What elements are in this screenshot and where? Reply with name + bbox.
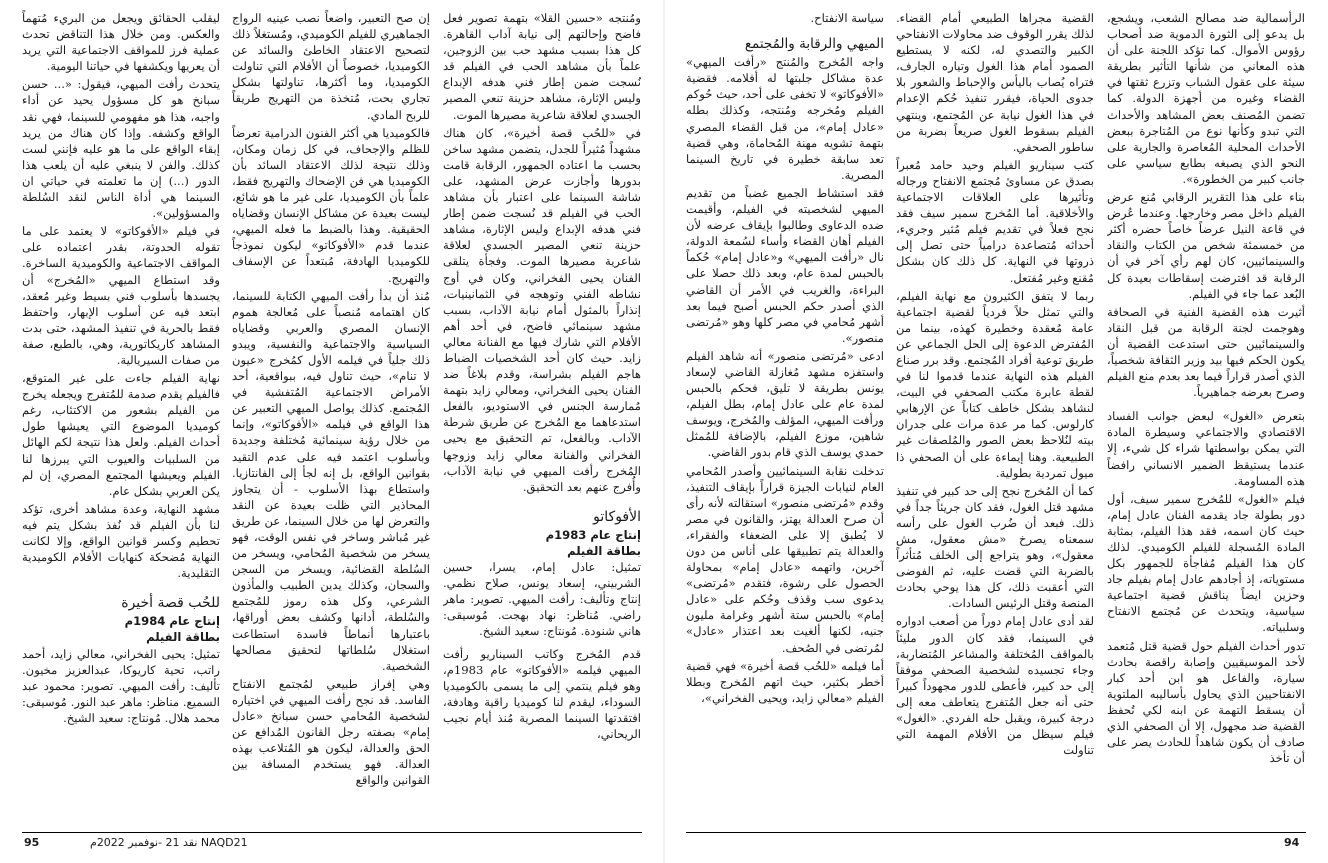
column-2 — [896, 10, 1094, 830]
paragraph: القضية مجراها الطبيعي أمام القضاء. لذلك يقرر الوقوف ضد محاولات الانفتاحي الكبير والتصدي له، لكنه لا يستطيع الصمود أمام هذا الغول وتياره الجارف، فتراه يُصاب باليأس والإحباط والشعور بلا جدوى الحياة، فيقرر تنفيذ حُكم الإعدام في هذا الغول نيابة عن المُجتمع، وينتهي الفيلم بسقوط الغول صريعاً بضربة من ساطور الصحفي. — [896, 11, 1094, 154]
footer-rule — [22, 832, 642, 833]
intro-line: سياسة الانفتاح. — [810, 11, 884, 25]
paragraph: أثيرت هذه القضية الفنية في الصحافة وهوجمت لجنة الرقابة من قبل النقاد والسينمائيين حتى استدعت القضية أن يكون الحكم فيها بيد وزير الثقافة شخصياً، الذي أصدر قراراً فيما بعد بعدم منع الفيلم وصرح بعرضه جماهيرياً. — [1107, 304, 1305, 400]
column-6 — [22, 10, 220, 830]
footer-rule — [686, 832, 1306, 833]
paragraph: مشهد النهاية، وعدة مشاهد أخرى، تؤكد لنا بأن الفيلم قد نُفذ بشكل يتم فيه تحطيم وكسر قوانين الواقع، وإلا لكانت النهاية مُضحكة كنهايات الأفلام الكوميدية التقليدية. — [22, 501, 220, 581]
paragraph: تدخلت نقابة السينمائيين وأصدر المُحامي العام لنيابات الجيزة قراراً بإيقاف التنفيذ، وقدم «مُرتضى منصور» استقالته لأنه رأى أن صرح العدالة يهتز، والقانون في مصر لا يُطبق إلا على الضعفاء والفقراء، والعدالة يتم تطبيقها على أناس من دون آخرين، واتهمه «عادل إمام» بمحاولة الحصول على رشوة، فتقدم «مُرتضى» يدعوى سب وقذف وحُكم على «عادل إمام» بالحبس ستة أشهر وغرامة مليون جنيه، لكنها ألغيت بعد اعتذار «عادل» لمُرتضى في الصُحف. — [686, 463, 884, 655]
page-94 — [664, 0, 1328, 863]
paragraph: في «للحُب قصة أخيرة»، كان هناك مشهداً مُثيراً للجدل، يتضمن مشهد ساخن بحسب ما اعتاده الجمهور، الرقابة قامت بدورها وأجازت عرض المشهد، على شاشة السينما على اعتبار بأن مشاهد الحب في الفيلم قد نُسجت ضمن إطار فني هدفه الإبداع وليس الإثارة، مشاهد حزينة تنعي المصير الجسدي لعلاقة شاعرية مصيرها الموت. وفجأة يتلقى الفنان يحيى الفخراني، وكان في أوج نشاطه الفني وتوهجه في الثمانينيات، إنذاراً بالمثول أمام نيابة الآداب، بسبب مشهد سينمائي فاضح، في أحد أهم الأفلام التي شارك فيها مع الفنانة معالي زايد. حيث كان أحد الشخصيات الضباط هاجم الفيلم بشراسة، وقدم بلاغاً ضد الفنان يحيى الفخراني، ومعالي زايد بتهمة مُمارسة الجنس في الاستوديو، بالفعل استدعاهما مع المُخرج عن طريق شرطة الآداب. وبالفعل، تم التحقيق مع يحيى الفخراني والفنانة معالي زايد وزوجها المُخرج رأفت الميهي في نيابة الآداب، وأُفرج عنهم بعد التحقيق. — [443, 125, 641, 494]
paragraph: ادعى «مُرتضى منصور» أنه شاهد الفيلم واستفزه مشهد مُغازلة القاضي لإسعاد يونس بطريقة لا تليق، فحكم بالحبس لمدة عام على عادل إمام، بطل الفيلم، ورأفت الميهي، المؤلف والمُخرج، ويوسف شاهين، موزع الفيلم، بالإضافة للمُمثل حمدي يوسف الذي قام بدور القاضي. — [686, 348, 884, 460]
paragraph: فقد استشاط الجميع غضباً من تقديم الميهي لشخصيته في الفيلم، وأقيمت ضده الدعاوى وطالبوا بإيقاف عرضه لأن الفيلم أهان القضاء وأساء لسُمعة الدولة، نال «رأفت الميهي» و«عادل إمام» حُكماً بالحبس لمدة عام، وبعد ذلك حصلا على البراءة، والغريب في الأمر أن القاضي الذي أصدر حكم الحبس أصبح فيما بعد أشهر مُحامي في مصر كلها وهو «مُرتضى منصور». — [686, 185, 884, 345]
column-3 — [686, 10, 884, 830]
paragraph: وهي إفراز طبيعي لمُجتمع الانفتاح الفاسد. قد نجح رأفت الميهي في اختياره لشخصية المُحامي حسن سبانخ «عادل إمام» بصفته رجل القانون المُدافع عن الحق والعدالة، ليكون هو المُتلاعب بهذه العدالة. فهو يستخدم المسافة بين القوانين والواقع — [232, 676, 430, 788]
paragraph: بناء على هذا التقرير الرقابي مُنع عرض الفيلم داخل مصر وخارجها. وعندما عُرض في قاعة النيل عرضاً خاصاً حضره أكثر من خمسمئة شخص من الكتاب والنقاد والسينمائيين، كان لهم رأي آخر في أن الرقابة قد افترضت إسقاطات بعيدة كل البُعد عما جاء في الفيلم. — [1107, 190, 1305, 301]
paragraph: إن صح التعبير، واضعاً نصب عينيه الرواج الجماهيري للفيلم الكوميدي، ومُستغلاً ذلك لتصحيح الاعتقاد الخاطئ والسائد عن الكوميديا، خصوصاً أن الأفلام التي تناولت الكوميديا، وما أكثرها، تناولتها بشكل تجاري بحت، مُتخذة من التهريج طريقاً للربح المادي. — [232, 11, 430, 122]
paragraph: أما فيلمه «للحُب قصة أخيرة» فهي قضية أخطر بكثير، حيث اتهم المُخرج وبطلا الفيلم «معالي زايد، ويحيى الفخراني»، — [686, 658, 884, 705]
film-credits: تمثيل: عادل إمام، يسرا، حسين الشربيني، إسعاد يونس، صلاح نظمي. إنتاج وتأليف: رأفت الميهي. تصوير: ماهر راضي. مُناظر: نهاد بهجت. مُوسيقى: هاني شنودة. مُونتاج: سعيد الشيخ. — [443, 560, 641, 639]
paragraph: مُنذ أن بدأ رأفت الميهي الكتابة للسينما، كان اهتمامه مُنصباً على مُعالجة هموم الإنسان المصري والعربي وقضاياه السياسية والاجتماعية والنفسية، ويبدو ذلك جلياً في فيلمه الأول كمُخرج «عيون لا تنام»، حيث تناول فيه، ببواقعية، أحد الأمراض الاجتماعية المُتفشية في المُجتمع. كذلك يواصل الميهي التعبير عن هذا الواقع في فيلمه «الأفوكاتو»، وإنما من خلال رؤية سينمائية مُختلفة وجديدة وبأسلوب اعتمد فيه على عدم التقيد بقوانين الواقع، بل إنه لجأ إلى الفانتازيا. واستطاع بهذا الأسلوب - أن يتجاوز المحاذير التي ظلت بعيدة عن النقد والتعرض لها من خلال السينما، عن طريق غير مُباشر وساخر في نفس الوقت، فهو يسخر من شخصية المُحامي، ويسخر من السُلطة القضائية، ويسخر من السجن والسجان، وكذلك يدين الطبيب والمأذون الشرعي، وكل هذه رموز للمُجتمع والسُلطة، أدانها وكشف بعض أوراقها، باعتبارها أنماطاً فاسدة استطاعت استغلال سُلطاتها لتحقيق مصالحها الشخصية. — [232, 288, 430, 673]
film-title: للحُب قصة أخيرة — [121, 595, 220, 612]
film-credits: تمثيل: يحيى الفخراني، معالي زايد، أحمد راتب، تحية كاريوكا، عبدالعزيز مخيون. تأليف: رأفت الميهي. تصوير: محمود عبد السميع. مناظر: ماهر عبد النور. مُوسيقى: محمد هلال. مُونتاج: سعيد الشيخ. — [22, 646, 220, 725]
paragraph: كتب سيناريو الفيلم وحيد حامد مُعبراً بصدق عن مساوئ مُجتمع الانفتاح ورجاله وتأثيرها على العلاقات الاجتماعية والأخلاقية. أما المُخرج سمير سيف فقد نجح فعلاً في تقديم فيلم مُثير وجريء، أحداثه مُتصاعدة درامياً حتى تصل إلى ذروتها في النهاية. كل ذلك كان بشكل مُقنع وغير مُفتعل. — [896, 157, 1094, 285]
film-title: الأفوكاتو — [593, 508, 641, 525]
col6-paragraphs — [22, 10, 220, 581]
paragraph: بتعرض «الغول» لبعض جوانب الفساد الاقتصادي والاجتماعي وسيطرة المادة التي يمكن بواسطتها شراء كل شيء، إلا عندما يستيقظ الضمير الانساني رافضاً هذه المساومة. — [1107, 409, 1305, 488]
paragraph: كما أن المُخرج نجح إلى حد كبير في تنفيذ مشهد قتل الغول، فقد كان جريئاً جداً في ذلك. فبعد أن ضُرب الغول على رأسه سمعناه يصرخ «مش معقول، مش معقول»، وهو يتراجع إلى الخلف مُتأثراً بالضربة التي قضت عليه، ثم الفوضى التي أعقبت ذلك، كل هذا يوحي بحادث المنصة وقتل الرئيس السادات. — [896, 483, 1094, 611]
film-card-label: بطاقة الفيلم — [567, 544, 641, 558]
paragraph: ومُنتجه «حسين القلا» بتهمة تصوير فعل فاضح وإحالتهم إلى نيابة آداب القاهرة. كل هذا بسبب مشهد حب بين الزوجين، علماً بأن مشاهد الحب في الفيلم قد نُسجت ضمن إطار فني هدفه الإبداع وليس الإثارة، مشاهد حزينة تنعي المصير الجسدي لعلاقة شاعرية مصيرها الموت. — [443, 11, 641, 122]
paragraph: نهاية الفيلم جاءت على غير المتوقع، فالفيلم يقدم صدمة للمُتفرج ويجعله يخرج من الفيلم بشعور من الاكتئاب، رغم كوميديا الموضوع التي يعيشها طول أحداث الفيلم. ولعل هذا نتيجة لكم الهائل من السلبيات والعيوب التي يبرزها لنا الفيلم ويعيشها المجتمع المصري، إن لم يكن العربي بشكل عام. — [22, 371, 220, 498]
paragraph: ربما لا يتفق الكثيرون مع نهاية الفيلم، والتي تمثل حلاً فردياً لقضية اجتماعية عامة مُعقدة وخطيرة كهذه، بينما من المُفترض الدعوة إلى الحل الجماعي عن طريق توعية أفراد المُجتمع. وقد برر صناع الفيلم هذه النهاية عندما قدموا لنا في لقطة عابرة مكتب الصحفي في البيت، لنشاهد بشكل خاطف كتاباً عن الإرهابي كارلوس. كما مر عدة مرات على جدران بيته لنُلاحظ بعض الصور والمُلصقات غير الطبيعية. وهنا إيماءة على أن الصحفي ذا ميول تمردية بطولية. — [896, 288, 1094, 480]
section-heading: الميهي والرقابة والمُجتمع — [744, 36, 884, 53]
page-number: 95 — [24, 836, 40, 849]
paragraph: قدم المُخرج وكاتب السيناريو رأفت الميهي فيلمه «الأفوكاتو» عام 1983م، وهو فيلم ينتمي إلى ما يسمى بالكوميديا السوداء، ليقدم لنا كوميديا راقية وهادفة، افتقدتها السينما المصرية مُنذ أيام نجيب الريحاني، — [443, 646, 641, 742]
paragraph: لقد أدى عادل إمام دوراً من أصعب ادواره في السينما، فقد كان الدور مليئاً بالمواقف المُختلفة والمشاعر المُتضاربة، وجاء تجسيده لشخصية الصحفي موفقاً إلى حد كبير، فأعطى للدور مجهوداً كبيراً حتى أنه جعل المُتفرج يتعاطف معه إلى درجة كبيرة، ويقبل حله الفردي. «الغول» فيلم سيظل من الأفلام المهمة التي تناولت — [896, 614, 1094, 758]
paragraph: ليقلب الحقائق ويجعل من البريء مُتهماً والعكس. ومن خلال هذا التناقض تحدث عملية فرز للمواقف الاجتماعية التي يريد أن يعريها ويكشفها في حياتنا اليومية. — [22, 11, 220, 74]
paragraph: فالكوميديا هي أكثر الفنون الدرامية تعرضاً للظلم والإجحاف، في كل زمان ومكان، وذلك نتيجة لذلك الاعتقاد السائد بأن الكوميديا هي فن الإضحاك والتهريج فقط، علماً بأن الكوميديا، على غير ما هو شائع، ليست بعيدة عن مشاكل الإنسان وقضاياه الحقيقية. وهذا بالضبط ما فعله الميهي، عندما قدم «الأفوكاتو» ليكون نموذجاً للكوميديا الهادفة، مُبتعداً عن الإسفاف والتهريج. — [232, 125, 430, 285]
column-4 — [443, 10, 641, 830]
paragraph: الرأسمالية ضد مصالح الشعب، ويشجع، بل يدعو إلى الثورة الدموية ضد أصحاب رؤوس الأموال. كما تؤكد اللجنة على أن هذه المعاني من شأنها التأثير بطريقة سيئة على عقول الشباب وتزرع ثقتها في القضاء وغيره من أجهزة الدولة. كما تضمن المُصنف بعض المشاهد والأحداث التي تبدو وكأنها نوع من المُتاجرة ببعض الأحداث المحلية المُعاصرة والجارية على النحو الذي يصبغه بطابع سياسي على جانب كبير من الخطورة». — [1107, 11, 1305, 186]
paragraph: يتحدث رأفت الميهي، فيقول: «... حسن سبانخ هو كل مسؤول يحيد عن أداء واجبه، هذا هو مفهومي للسينما، فهي نقد الواقع وكشفه. وإذا كان هناك من يريد إبقاء الواقع على ما هو عليه فإنني لست كذلك. والفن لا ينبغي عليه أن يلعب هذا الدور (...) إن ما تعلمته في حياتي ان السينما هي أداة الناس لنقد السُلطة والمسؤولين». — [22, 77, 220, 221]
column-5 — [232, 10, 430, 830]
film-year: إنتاج عام 1983م — [545, 527, 641, 542]
issue-meta: نقد 21 -نوفمبر 2022م NAQD21 — [90, 836, 248, 849]
page-number: 94 — [1284, 836, 1300, 849]
paragraph: واجه المُخرج والمُنتج «رأفت الميهي» عدة مشاكل جلبتها له أفلامه. فقضية «الأفوكاتو» لا تخفى على أحد، حيث حُوكم الفيلم ومُخرجه ومُنتجه، وكذلك بطله «عادل إمام»، من قبل القضاء المصري بتهمة تشويه مهنة المُحاماة، وهي قضية تعد سابقة خطيرة في تاريخ السينما المصرية. — [686, 55, 884, 182]
column-1 — [1107, 10, 1305, 830]
film-year: إنتاج عام 1984م — [124, 614, 220, 629]
film-card-label: بطاقة الفيلم — [146, 630, 220, 645]
paragraph: فيلم «الغول» للمُخرج سمير سيف، أول دور بطولة جاد يقدمه الفنان عادل إمام، حيث كان اسمه، فقد هذا الفيلم، بمثابة المادة المُسجلة للفيلم الكوميدي. لذلك كان هذا الفيلم مُفاجأة للجمهور بكل مستوياته، إذ أجادهم عادل إمام بفيلم جاد وحزين ايضاً يناقش قضية اجتماعية سياسية، ويتحدث عن مُجتمع الانفتاح وسلبياته. — [1107, 491, 1305, 635]
paragraph: تدور أحداث الفيلم حول قضية قتل مُتعمد لأحد الموسيقيين وإصابة راقصة بحادث سيارة، والفاعل هو ابن أحد كبار الانفتاحيين الذي يحاول بأساليبه الملتوية أن يسقط التهمة عن ابنه لكي تُحفظ القضية ضد مجهول، إلا أن الصحفي الذي صادف أن يكون شاهداً للحادث يصر على أن تأخذ — [1107, 638, 1305, 766]
paragraph: في فيلم «الأفوكاتو» لا يعتمد على ما تقوله الحدوتة، بقدر اعتماده على المواقف الاجتماعية والكوميدية الساخرة. وقد استطاع الميهي «المُخرج» أن يجسدها بأسلوب فني بسيط وغير مُعقد، ابتعد فيه عن أسلوب الإبهار، واحتفظ فقط بالحرية في تنفيذ المشهد، حتى بدت المشاهد كاريكاتورية، وهي، بالطبع، صفة من صفات السيريالية. — [22, 224, 220, 367]
